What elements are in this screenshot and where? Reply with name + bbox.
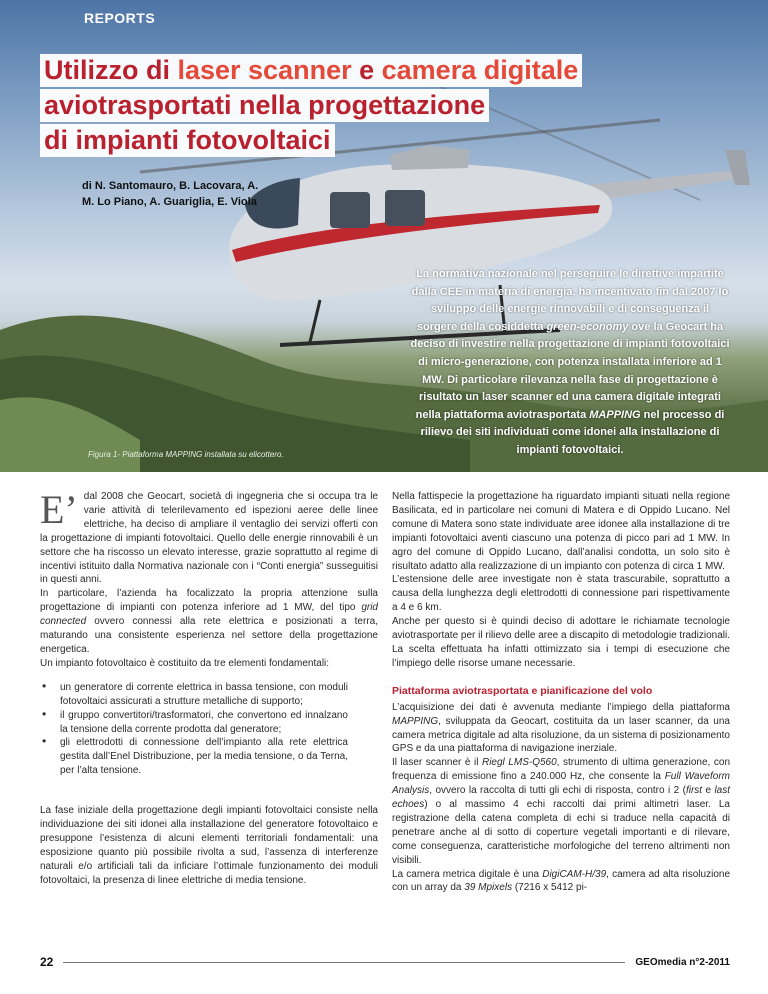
paragraph-text: ) o al massimo 4 echi raccolti dai primi altimetri laser. La registrazione della catena completa di echi si traduce nella capacità di penetrare anche al di sotto di coperture vegetali importanti e di rilevare, come conseguenza, caratteristiche morfologiche del terreno altrimenti non visibili. [392,799,730,866]
authors-line: di N. Santomauro, B. Lacovara, A. [82,180,259,192]
bullet-list [40,681,378,778]
paragraph-text: (7216 x 5412 pi- [512,882,588,894]
paragraph [392,868,730,896]
paragraph: Anche per questo si è quindi deciso di adottare le richiamate tecnologie aviotrasportate per il rilievo delle aree a discapito di metodologie tradizionali. La scelta effettuata ha infatti ottimizzato sia i tempi di esecuzione che l’impiego delle risorse umane necessarie. [392,616,730,669]
paragraph-text: , camera ad alta risoluzione con un array da [392,868,731,894]
column-right [392,490,730,895]
paragraph-text: Il laser scanner è il [392,757,482,769]
abstract-text: nel processo di rilievo dei siti individuati come idonei alla installazione di impianti fotovoltaici. [420,408,725,456]
article-title [40,54,680,159]
paragraph-text: e [702,785,715,797]
article-body [40,487,731,895]
list-item: • il gruppo convertitori/trasformatori, che convertono ed innalzano la tensione della corrente prodotta dal generatore; [40,709,348,737]
paragraph-text: La camera metrica digitale è una [392,868,543,880]
abstract-text: ove la Geocart ha deciso di investire nella progettazione di impianti fotovoltaici di micro-generazione, con potenza installata inferiore ad 1 MW. Di particolare rilevanza nella fase di progettazione è risultato un laser scanner ed una camera digitale integrati nella piattaforma aviotrasportata [410,320,730,421]
list-item: • gli elettrodotti di connessione dell’impianto alla rete elettrica gestita dall’Enel Distribuzione, per la media tensione, o da Terna, per l’alta tensione. [40,736,348,778]
emphasis: 39 Mpixels [464,882,513,894]
abstract [410,266,730,460]
title-fragment: camera digitale [381,55,579,85]
abstract-emphasis: green-economy [546,320,629,333]
magazine-name: GEOmedia n°2-2011 [635,956,730,968]
emphasis: MAPPING [392,715,439,727]
paragraph: La fase iniziale della progettazione degli impianti fotovoltaici consiste nella individuazione dei siti idonei alla installazione del generatore fotovoltaico e presuppone l’esistenza di alcuni elementi territoriali fondamentali: una esposizione quanto più possibile rivolta a sud, l’assenza di interferenze naturali e/o artificiali tali da inficiare l’ottimale funzionamento dei moduli fotovoltaici, la presenza di linee elettriche di media tensione. [40,805,378,886]
title-line-3: di impianti fotovoltaici [40,124,335,157]
list-item: • un generatore di corrente elettrica in bassa tensione, con moduli fotovoltaici assicurati a strutture metalliche di supporto; [40,681,348,709]
paragraph-text: , ovvero la raccolta di tutti gli echi di risposta, contro i 2 ( [429,785,686,797]
paragraph-text: dal 2008 che Geocart, società di ingegneria che si occupa tra le varie attività di telerilevamento ed ispezioni aeree delle linee elettriche, ha deciso di ampliare il ventaglio dei servizi offerti con la progettazione di impianti fotovoltaici. Quello delle energie rinnovabili è un settore che ha riscosso un elevato interesse, grazie soprattutto al regime di incentivi istituito dalla Normativa nazionale con i “Conti energia” susseguitisi in questi anni. [40,491,378,586]
page-number: 22 [40,955,54,969]
paragraph-text: In particolare, l’azienda ha focalizzato la propria attenzione sulla progettazione di impianti con potenza inferiore ad 1 MW, del tipo [40,588,378,614]
emphasis: first [685,785,703,797]
hero-photo [0,0,768,472]
emphasis: DigiCAM-H/39 [542,868,607,880]
drop-cap: E’ [40,487,78,532]
authors [82,178,258,210]
page-footer [40,952,730,972]
paragraph: Un impianto fotovoltaico è costituito da tre elementi fondamentali: [40,657,330,669]
paragraph-text: , strumento di ultima generazione, con frequenza di emissione fino a 240.000 Hz, che consente la [392,757,730,783]
paragraph-text: , sviluppata da Geocart, costituita da un laser scanner, da una camera metrica digitale ad alta risoluzione, da un sistema di posizionamento GPS e da una piattaforma di navigazione inerziale. [392,715,730,755]
abstract-emphasis: MAPPING [589,408,641,421]
title-line-2: aviotrasportati nella progettazione [40,89,489,122]
section-heading: Piattaforma aviotrasportata e pianificazione del volo [392,684,653,697]
title-fragment: Utilizzo di [44,55,178,85]
figure-caption: Figura 1- Piattaforma MAPPING installata su elicottero. [88,450,284,459]
emphasis: last echoes [392,785,730,811]
abstract-text: La normativa nazionale nel perseguire le direttive impartite dalla CEE in materia di energia, ha incentivato fin dal 2007 lo sviluppo delle energie rinnovabili e di conseguenza il sorgere della cosiddetta [411,268,729,333]
title-line-1 [40,54,582,87]
paragraph-text: ovvero connessi alla rete elettrica e posizionati a terra, maturando una consistente esperienza nel settore della progettazione energetica. [40,616,378,655]
paragraph: Nella fattispecie la progettazione ha riguardato impianti situati nella regione Basilicata, ed in particolare nei comuni di Matera e di Oppido Lucano. Nel comune di Matera sono state individuate aree idonee alla installazione di tre impianti fotovoltaici aventi ciascuno una potenza di picco pari ad 1 MW. In agro del comune di Oppido Lucano, dall’analisi condotta, un solo sito è risultato adatto alla realizzazione di un impianto con potenza di circa 1 MW. [392,491,730,572]
emphasis: grid connected [40,602,378,628]
footer-rule [63,962,625,963]
paragraph: L’estensione delle aree investigate non è stata trascurabile, soprattutto a causa della lunghezza degli elettrodotti di connessione pari rispettivamente a 4 e 6 km. [392,574,730,614]
paragraph-text: L’acquisizione dei dati è avvenuta mediante l’impiego della piattaforma [392,701,730,713]
paragraph [392,701,730,757]
title-fragment: e [351,55,382,85]
paragraph [392,756,730,867]
column-left [40,487,378,895]
section-tag: REPORTS [84,10,156,26]
paragraph [40,487,378,587]
authors-line: M. Lo Piano, A. Guariglia, E. Viola [82,196,257,208]
emphasis: Riegl LMS-Q560 [481,757,557,769]
emphasis: Full Waveform Analysis [392,771,730,797]
title-fragment: laser scanner [177,55,352,85]
paragraph [40,587,378,657]
